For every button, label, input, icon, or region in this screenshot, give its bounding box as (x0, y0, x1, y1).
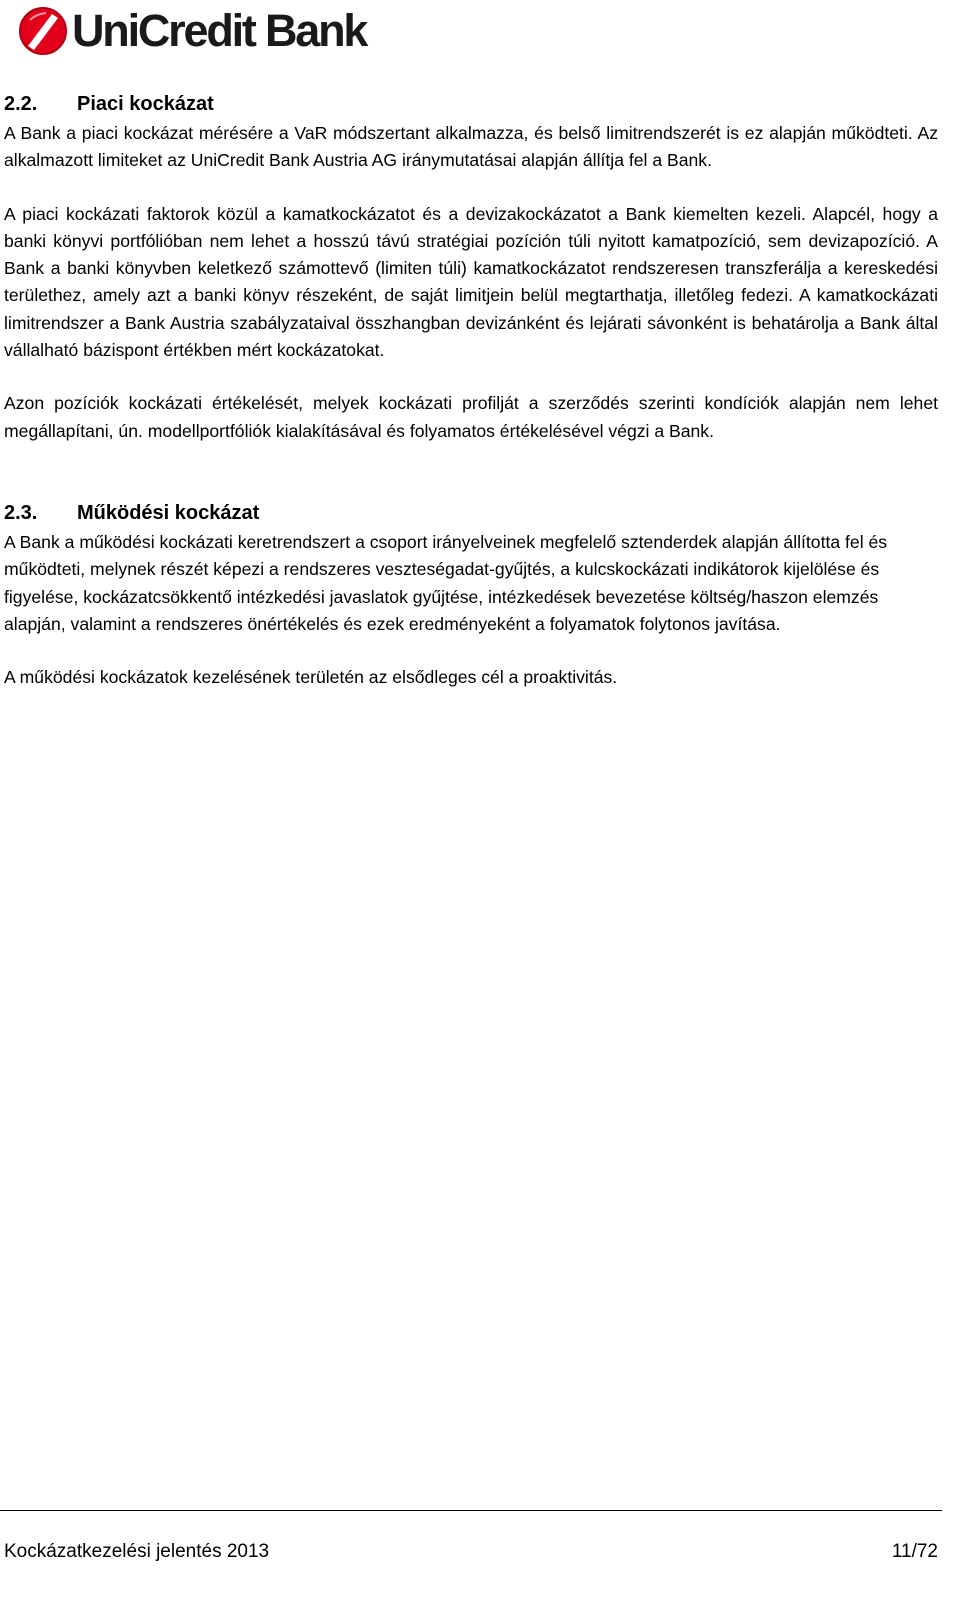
logo-text: UniCredit Bank (72, 5, 367, 56)
paragraph: A működési kockázatok kezelésének területén az elsődleges cél a proaktivitás. (4, 667, 618, 688)
header (18, 5, 366, 57)
document-body (4, 88, 938, 691)
paragraph: A Bank a piaci kockázat mérésére a VaR módszertant alkalmazza, és belső limitrendszerét is ez alapján működteti. Az alkalmazott limiteket az UniCredit Bank Austria AG iránymutatásai alapján állítja fel a Bank. (4, 123, 938, 171)
unicredit-logo-icon (18, 6, 68, 56)
section-heading-piaci (4, 88, 938, 120)
footer-divider (0, 1510, 942, 1511)
page-number: 11/72 (891, 1541, 938, 1562)
section-title: Piaci kockázat (77, 93, 214, 115)
paragraph: Azon pozíciók kockázati értékelését, melyek kockázati profilját a szerződés szerinti kondíciók alapján nem lehet megállapítani, ún. modellportfóliók kialakításával és folyamatos értékelésével végzi a Bank. (4, 393, 938, 441)
footer-report-title: Kockázatkezelési jelentés 2013 (4, 1541, 270, 1562)
footer (4, 1540, 938, 1564)
section-heading-mukodesi (4, 497, 938, 529)
section-number: 2.2. (4, 93, 38, 115)
section-number: 2.3. (4, 501, 38, 524)
section-title: Működési kockázat (77, 501, 260, 524)
paragraph: A piaci kockázati faktorok közül a kamatkockázatot és a devizakockázatot a Bank kiemelten kezeli. Alapcél, hogy a banki könyvi portfólióban nem lehet a hosszú távú stratégiai pozíción túli nyitott kamatpozíció, sem devizapozíció. A Bank a banki könyvben keletkező számottevő (limiten túli) kamatkockázatot rendszeresen transzferálja a kereskedési területhez, amely azt a banki könyv részeként, de saját limitjein belül megtarthatja, illetőleg fedezi. A kamatkockázati limitrendszer a Bank Austria szabályzataival összhangban devizánként és lejárati sávonként is behatárolja a Bank által vállalható bázispont értékben mért kockázatokat. (4, 203, 938, 361)
paragraph: A Bank a működési kockázati keretrendszert a csoport irányelveinek megfelelő sztenderdek alapján állította fel és működteti, melynek részét képezi a rendszeres veszteségadat-gyűjtés, a kulcskockázati indikátorok kijelölése és figyelése, kockázatcsökkentő intézkedési javaslatok gyűjtése, intézkedések bevezetése költség/haszon elemzés alapján, valamint a rendszeres önértékelés és ezek eredményeként a folyamatok folytonos javítása. (4, 531, 888, 634)
